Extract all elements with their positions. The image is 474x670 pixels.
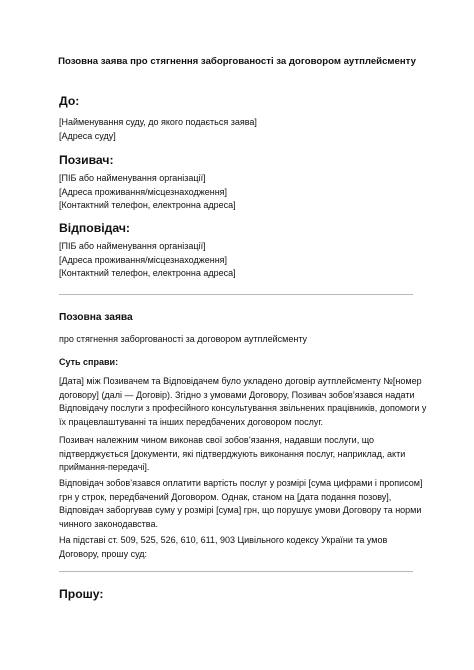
plaintiff-name-line: [ПІБ або найменування організації] — [59, 173, 206, 183]
paragraph-3 — [59, 477, 423, 531]
paragraph-line: [Дата] між Позивачем та Відповідачем було укладено договір аутплейсменту №[номер — [59, 376, 422, 386]
paragraph-line: чинного законодавства. — [59, 518, 158, 529]
court-address-line: [Адреса суду] — [59, 130, 116, 141]
paragraph-line: договору] (далі — Договір). Згідно з умовами Договору, Позивач зобов’язався надати — [59, 389, 415, 400]
paragraph-line: На підставі ст. 509, 525, 526, 610, 611, 903 Цивільного кодексу України та умов — [59, 535, 388, 545]
court-name-line: [Найменування суду, до якого подається заява] — [59, 117, 257, 127]
to-heading: До: — [59, 94, 80, 108]
claim-heading: Позовна заява — [59, 312, 133, 323]
plaintiff-address-line: [Адреса проживання/місцезнаходження] — [59, 186, 228, 197]
plaintiff-contact-line: [Контактний телефон, електронна адреса] — [59, 200, 236, 211]
paragraph-line: Договору, прошу суд: — [59, 548, 148, 559]
plaintiff-heading: Позивач: — [59, 153, 114, 167]
claim-subtitle-text: про стягнення заборгованості за договором аутплейсменту — [59, 334, 308, 344]
defendant-address-line: [Адреса проживання/місцезнаходження] — [59, 254, 228, 265]
paragraph-line: підтверджується [документи, які підтверджують виконання послуг, наприклад, акти — [59, 448, 406, 459]
claim-subtitle — [59, 333, 307, 347]
essence-heading: Суть справи: — [59, 357, 119, 367]
document-title: Позовна заява про стягнення заборгованості за договором аутплейсменту — [58, 56, 416, 67]
paragraph-line: Відповідач заборгував суму у розмірі [сума] грн, що порушує умови Договору та норми — [59, 505, 422, 516]
paragraph-4 — [59, 534, 419, 561]
paragraph-2 — [59, 434, 419, 475]
paragraph-line: Позивач належним чином виконав свої зобов’язання, надавши послуги, що — [59, 435, 375, 445]
defendant-heading: Відповідач: — [59, 221, 130, 235]
to-lines — [59, 116, 257, 143]
plaintiff-lines — [59, 172, 236, 213]
paragraph-line: грн у строк, передбачений Договором. Однак, станом на [дата подання позову], — [59, 491, 392, 502]
section-divider — [59, 571, 413, 572]
paragraph-1 — [59, 375, 427, 429]
defendant-contact-line: [Контактний телефон, електронна адреса] — [59, 268, 236, 279]
paragraph-line: приймання-передачі]. — [59, 462, 150, 473]
section-divider — [59, 294, 413, 295]
paragraph-line: їх працевлаштуванні та інших передбачених договором послуг. — [59, 416, 324, 427]
defendant-lines — [59, 240, 236, 281]
paragraph-line: Відповідачу послуги з професійного консультування звільнених працівників, допомоги у — [59, 403, 427, 414]
request-heading: Прошу: — [59, 587, 104, 601]
defendant-name-line: [ПІБ або найменування організації] — [59, 241, 206, 251]
paragraph-line: Відповідач зобов’язався оплатити вартість послуг у розмірі [сума цифрами і прописом] — [59, 478, 423, 488]
